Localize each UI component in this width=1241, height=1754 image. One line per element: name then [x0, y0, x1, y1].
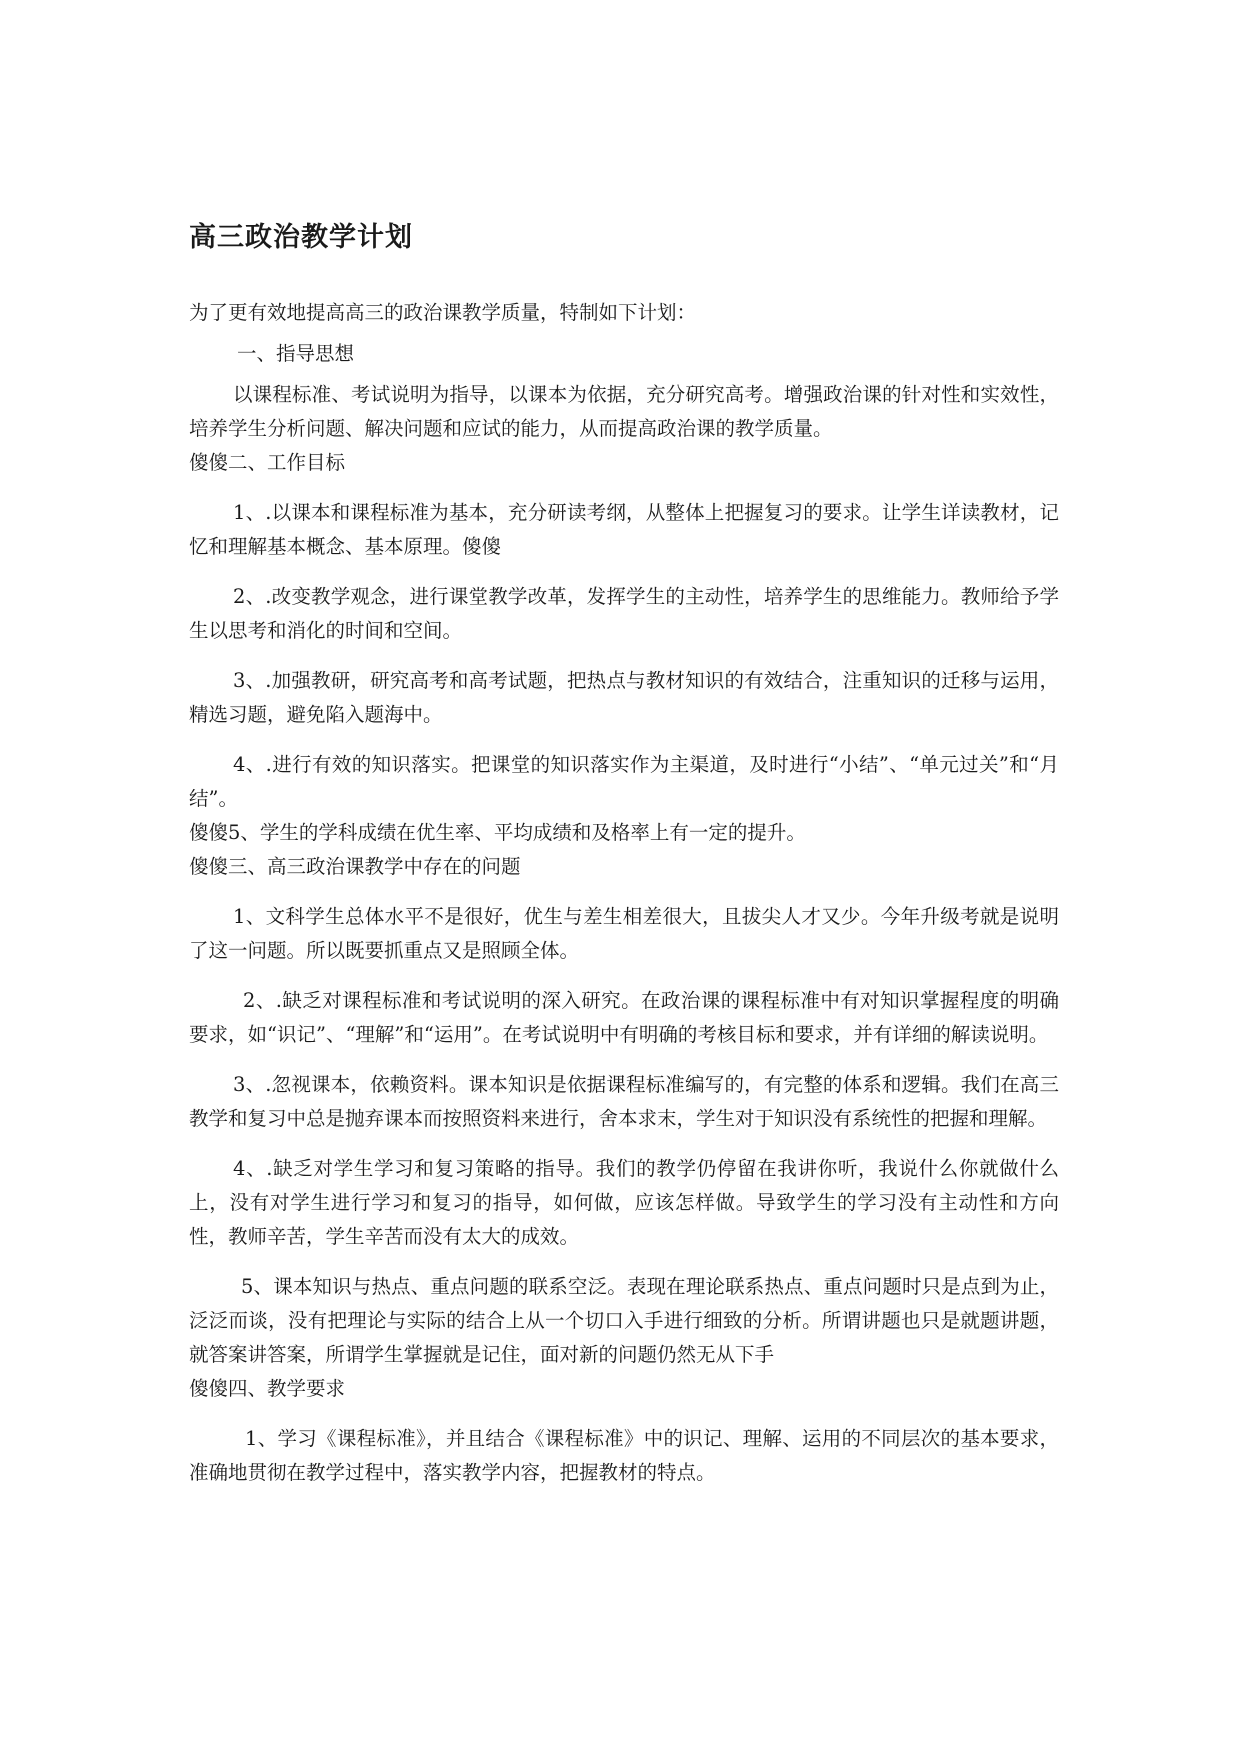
work-goal-item: 3、.加强教研，研究高考和高考试题，把热点与教材知识的有效结合，注重知识的迁移与运用，精选习题，避免陷入题海中。: [189, 669, 1059, 726]
problem-item: 3、.忽视课本，依赖资料。课本知识是依据课程标准编写的，有完整的体系和逻辑。我们在高三教学和复习中总是抛弃课本而按照资料来进行，舍本求末，学生对于知识没有系统性的把握和理解。: [189, 1073, 1059, 1130]
work-goal-item: 傻傻5、学生的学科成绩在优生率、平均成绩和及格率上有一定的提升。: [189, 821, 806, 844]
document-body: [189, 296, 1059, 1490]
section-heading-work-goals: 傻傻二、工作目标: [189, 451, 346, 474]
section-heading-problems: 傻傻三、高三政治课教学中存在的问题: [189, 855, 521, 878]
intro-paragraph: 为了更有效地提高高三的政治课教学质量，特制如下计划：: [189, 301, 697, 324]
problem-item: 5、课本知识与热点、重点问题的联系空泛。表现在理论联系热点、重点问题时只是点到为止，泛泛而谈，没有把理论与实际的结合上从一个切口入手进行细致的分析。所谓讲题也只是就题讲题，就答案讲答案，所谓学生掌握就是记住，面对新的问题仍然无从下手: [189, 1275, 1059, 1366]
requirement-item: 1、学习《课程标准》，并且结合《课程标准》中的识记、理解、运用的不同层次的基本要求，准确地贯彻在教学过程中，落实教学内容，把握教材的特点。: [189, 1427, 1059, 1484]
document-title: 高三政治教学计划: [189, 222, 413, 253]
problem-item: 2、.缺乏对课程标准和考试说明的深入研究。在政治课的课程标准中有对知识掌握程度的明确要求，如“识记”、“理解”和“运用”。在考试说明中有明确的考核目标和要求，并有详细的解读说明。: [189, 989, 1059, 1046]
section-heading-guiding-thought: 一、指导思想: [237, 342, 355, 365]
section-heading-teaching-requirements: 傻傻四、教学要求: [189, 1377, 346, 1400]
work-goal-item: 1、.以课本和课程标准为基本，充分研读考纲，从整体上把握复习的要求。让学生详读教材，记忆和理解基本概念、基本原理。傻傻: [189, 501, 1059, 558]
problem-item: 4、.缺乏对学生学习和复习策略的指导。我们的教学仍停留在我讲你听，我说什么你就做什么上，没有对学生进行学习和复习的指导，如何做，应该怎样做。导致学生的学习没有主动性和方向性，教师辛苦，学生辛苦而没有太大的成效。: [189, 1157, 1059, 1248]
guiding-thought-paragraph: 以课程标准、考试说明为指导，以课本为依据，充分研究高考。增强政治课的针对性和实效性，培养学生分析问题、解决问题和应试的能力，从而提高政治课的教学质量。: [189, 383, 1059, 440]
work-goal-item: 2、.改变教学观念，进行课堂教学改革，发挥学生的主动性，培养学生的思维能力。教师给予学生以思考和消化的时间和空间。: [189, 585, 1059, 642]
work-goal-item: 4、.进行有效的知识落实。把课堂的知识落实作为主渠道，及时进行“小结”、“单元过关”和“月结”。: [189, 753, 1059, 810]
problem-item: 1、文科学生总体水平不是很好，优生与差生相差很大，且拔尖人才又少。今年升级考就是说明了这一问题。所以既要抓重点又是照顾全体。: [189, 905, 1059, 962]
